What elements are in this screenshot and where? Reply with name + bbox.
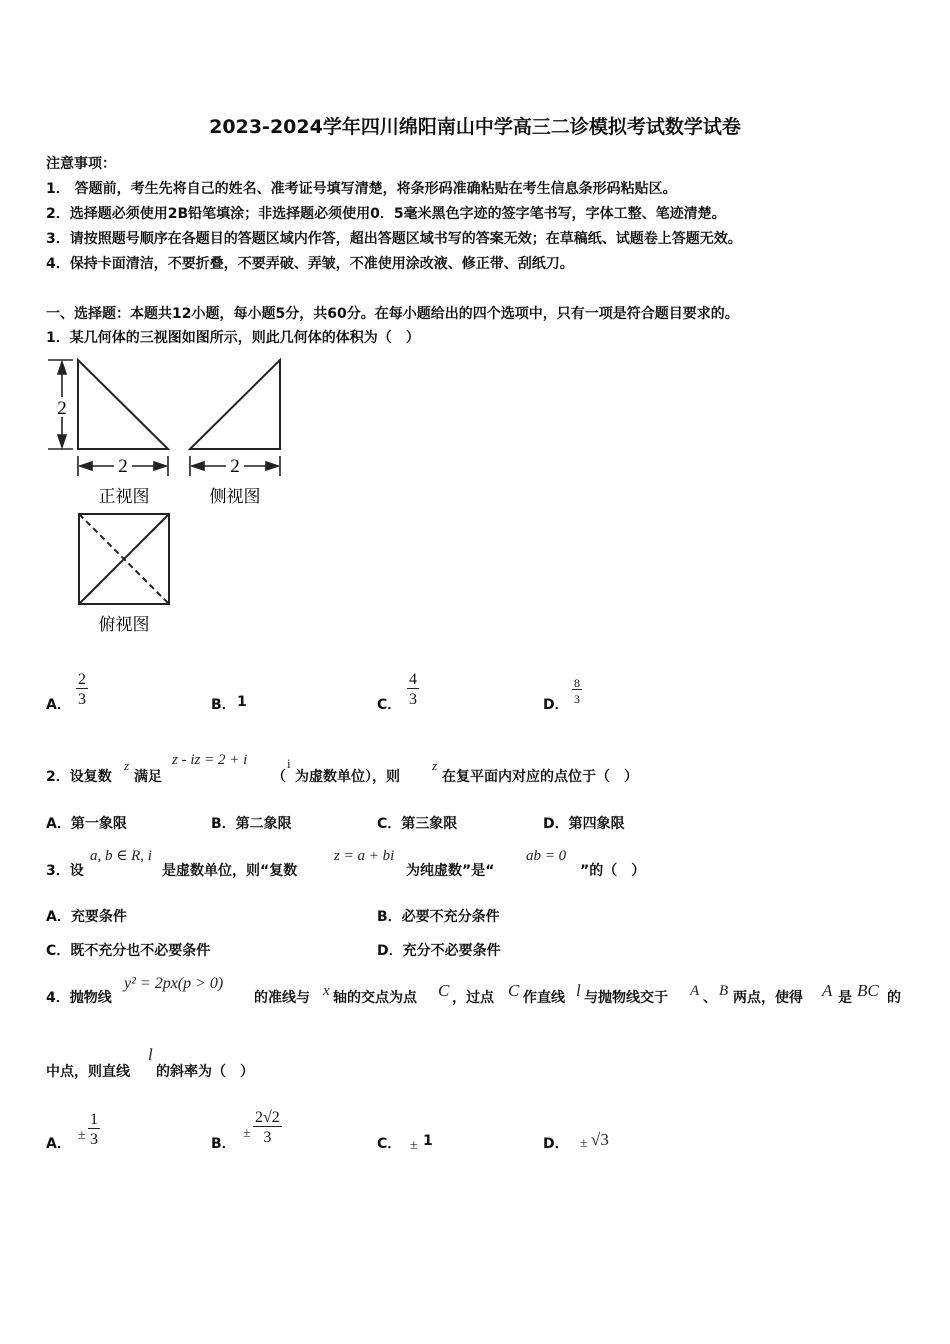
q3-text-3: 为纯虚数”是“ (406, 863, 495, 879)
side-view-triangle (190, 360, 280, 449)
q4-line-l: l (576, 981, 581, 1000)
notice-item-4: 4．保持卡面清洁，不要折叠，不要弄破、弄皱，不准使用涂改液、修正带、刮纸刀。 (46, 256, 574, 272)
front-width-label: 2 (118, 456, 128, 477)
q3-z-expression: z = a + bi (334, 848, 395, 864)
q4-text-5: 作直线 (523, 990, 565, 1006)
q4-option-b-pm: ± (243, 1126, 251, 1141)
q4-point-a: A (690, 983, 700, 999)
option-label: C． (377, 816, 402, 832)
q4-option-b-label: B． (211, 1136, 236, 1152)
q3-text-2: 是虚数单位，则“复数 (162, 863, 298, 879)
q4-option-a-fraction (88, 1112, 100, 1148)
option-text: 第二象限 (235, 816, 292, 832)
q4-option-c-label: C． (377, 1136, 402, 1152)
page-title: 2023-2024学年四川绵阳南山中学高三二诊模拟考试数学试卷 (209, 116, 741, 138)
option-text: 充要条件 (70, 909, 127, 925)
q2-text-2: 满足 (134, 769, 162, 785)
side-view-caption: 侧视图 (209, 487, 261, 506)
q4-text-4: ，过点 (452, 990, 494, 1006)
numerator: 2 (78, 671, 86, 688)
q4-option-d-pm: ± (580, 1136, 588, 1151)
q1-option-d-fraction (572, 677, 582, 705)
numerator: 1 (90, 1111, 98, 1128)
q3-option-d (377, 940, 501, 960)
numerator: 4 (409, 671, 417, 688)
q4-text-9: 的 (887, 990, 901, 1006)
q4-option-c-value: 1 (423, 1133, 433, 1149)
q4-point-c: C (438, 981, 450, 1000)
q3-condition: a, b ∈ R, i (90, 848, 152, 864)
q2-text-3: 为虚数单位），则 (295, 769, 400, 785)
q1-option-c-fraction (407, 672, 419, 708)
q4-point-a-2: A (822, 981, 833, 1000)
q4-option-d-label: D． (543, 1136, 569, 1152)
q4-text-3: 轴的交点为点 (333, 990, 417, 1006)
q4-separator: 、 (703, 990, 717, 1006)
notice-item-1: 1． 答题前，考生先将自己的姓名、准考证号填写清楚，将条形码准确粘贴在考生信息条形码粘贴区。 (46, 181, 677, 197)
q4-text-2: 的准线与 (254, 990, 310, 1006)
q4-point-b: B (719, 983, 729, 999)
notice-item-2: 2．选择题必须使用2B铅笔填涂；非选择题必须使用0．5毫米黑色字迹的签字笔书写，字体工整、笔迹清楚。 (46, 206, 726, 222)
q2-var-z2: z (432, 758, 438, 773)
q2-option-b (211, 813, 292, 833)
q2-var-z: z (124, 758, 130, 773)
q4-var-x: x (323, 983, 330, 999)
denominator: 3 (409, 691, 417, 708)
q2-option-a (46, 813, 127, 833)
option-label: A． (46, 909, 71, 925)
denominator: 3 (90, 1131, 98, 1148)
q2-text-4: 在复平面内对应的点位于（ ） (442, 769, 638, 785)
front-view-caption: 正视图 (98, 487, 150, 506)
q4-segment-bc: BC (857, 981, 879, 1000)
height-dimension-label: 2 (57, 398, 67, 419)
q4-option-c-pm: ± (410, 1138, 418, 1153)
notice-item-3: 3．请按照题号顺序在各题目的答题区域内作答，超出答题区域书写的答案无效；在草稿纸、试题卷上答题无效。 (46, 231, 742, 247)
q4-line2-text-1: 中点，则直线 (46, 1064, 130, 1080)
option-text: 第一象限 (70, 816, 127, 832)
q2-equation: z - iz = 2 + i (172, 752, 248, 768)
q4-option-b-fraction (253, 1110, 282, 1146)
front-view-triangle (78, 360, 168, 449)
q1-option-b-value: 1 (237, 694, 247, 710)
q2-option-d (543, 813, 625, 833)
q1-option-b-label: B． (211, 697, 236, 713)
numerator: 2√2 (255, 1109, 280, 1126)
q4-option-d-value: √3 (591, 1130, 609, 1149)
q4-text-8: 是 (838, 990, 852, 1006)
q3-text-4: ”的（ ） (580, 863, 646, 879)
option-text: 第四象限 (568, 816, 625, 832)
q1-three-view-figure (40, 350, 300, 650)
q4-parabola-equation: y² = 2px(p > 0) (124, 975, 224, 992)
section-heading: 一、选择题：本题共12小题，每小题5分，共60分。在每小题给出的四个选项中，只有一项是符合题目要求的。 (46, 306, 739, 322)
denominator: 3 (574, 692, 580, 706)
option-text: 必要不充分条件 (401, 909, 500, 925)
q3-option-c (46, 940, 210, 960)
option-label: D． (377, 943, 403, 959)
q2-option-c (377, 813, 457, 833)
denominator: 3 (263, 1129, 272, 1146)
q4-option-a-label: A． (46, 1136, 71, 1152)
q1-stem: 1．某几何体的三视图如图所示，则此几何体的体积为（ ） (46, 330, 420, 346)
q3-text-1: 3．设 (46, 863, 84, 879)
top-view-square (79, 514, 169, 604)
q2-var-i: i (287, 756, 291, 771)
option-text: 充分不必要条件 (402, 943, 501, 959)
option-text: 第三象限 (401, 816, 458, 832)
q4-text-7: 两点，使得 (733, 990, 803, 1006)
side-width-label: 2 (230, 456, 240, 477)
q1-option-a-label: A． (46, 697, 71, 713)
option-label: C． (46, 943, 71, 959)
option-label: B． (211, 816, 236, 832)
q3-ab-expression: ab = 0 (526, 848, 567, 864)
option-label: D． (543, 816, 569, 832)
q1-option-a-fraction (76, 672, 88, 708)
denominator: 3 (78, 691, 86, 708)
q1-option-d-label: D． (543, 697, 569, 713)
q1-option-c-label: C． (377, 697, 402, 713)
option-text: 既不充分也不必要条件 (70, 943, 211, 959)
q4-line2-text-2: 的斜率为（ ） (156, 1064, 254, 1080)
option-label: A． (46, 816, 71, 832)
q4-text-6: 与抛物线交于 (584, 990, 668, 1006)
q2-text-1: 2．设复数 (46, 769, 112, 785)
q4-text-1: 4．抛物线 (46, 990, 112, 1006)
q2-paren: （ (272, 769, 286, 785)
numerator: 8 (574, 676, 580, 690)
option-label: B． (377, 909, 402, 925)
q4-point-c-2: C (508, 981, 520, 1000)
q4-line-l-2: l (148, 1045, 153, 1064)
q4-option-a-pm: ± (78, 1128, 86, 1143)
q3-option-b (377, 906, 500, 926)
q3-option-a (46, 906, 127, 926)
notice-heading: 注意事项： (46, 156, 116, 172)
top-view-caption: 俯视图 (98, 615, 150, 634)
